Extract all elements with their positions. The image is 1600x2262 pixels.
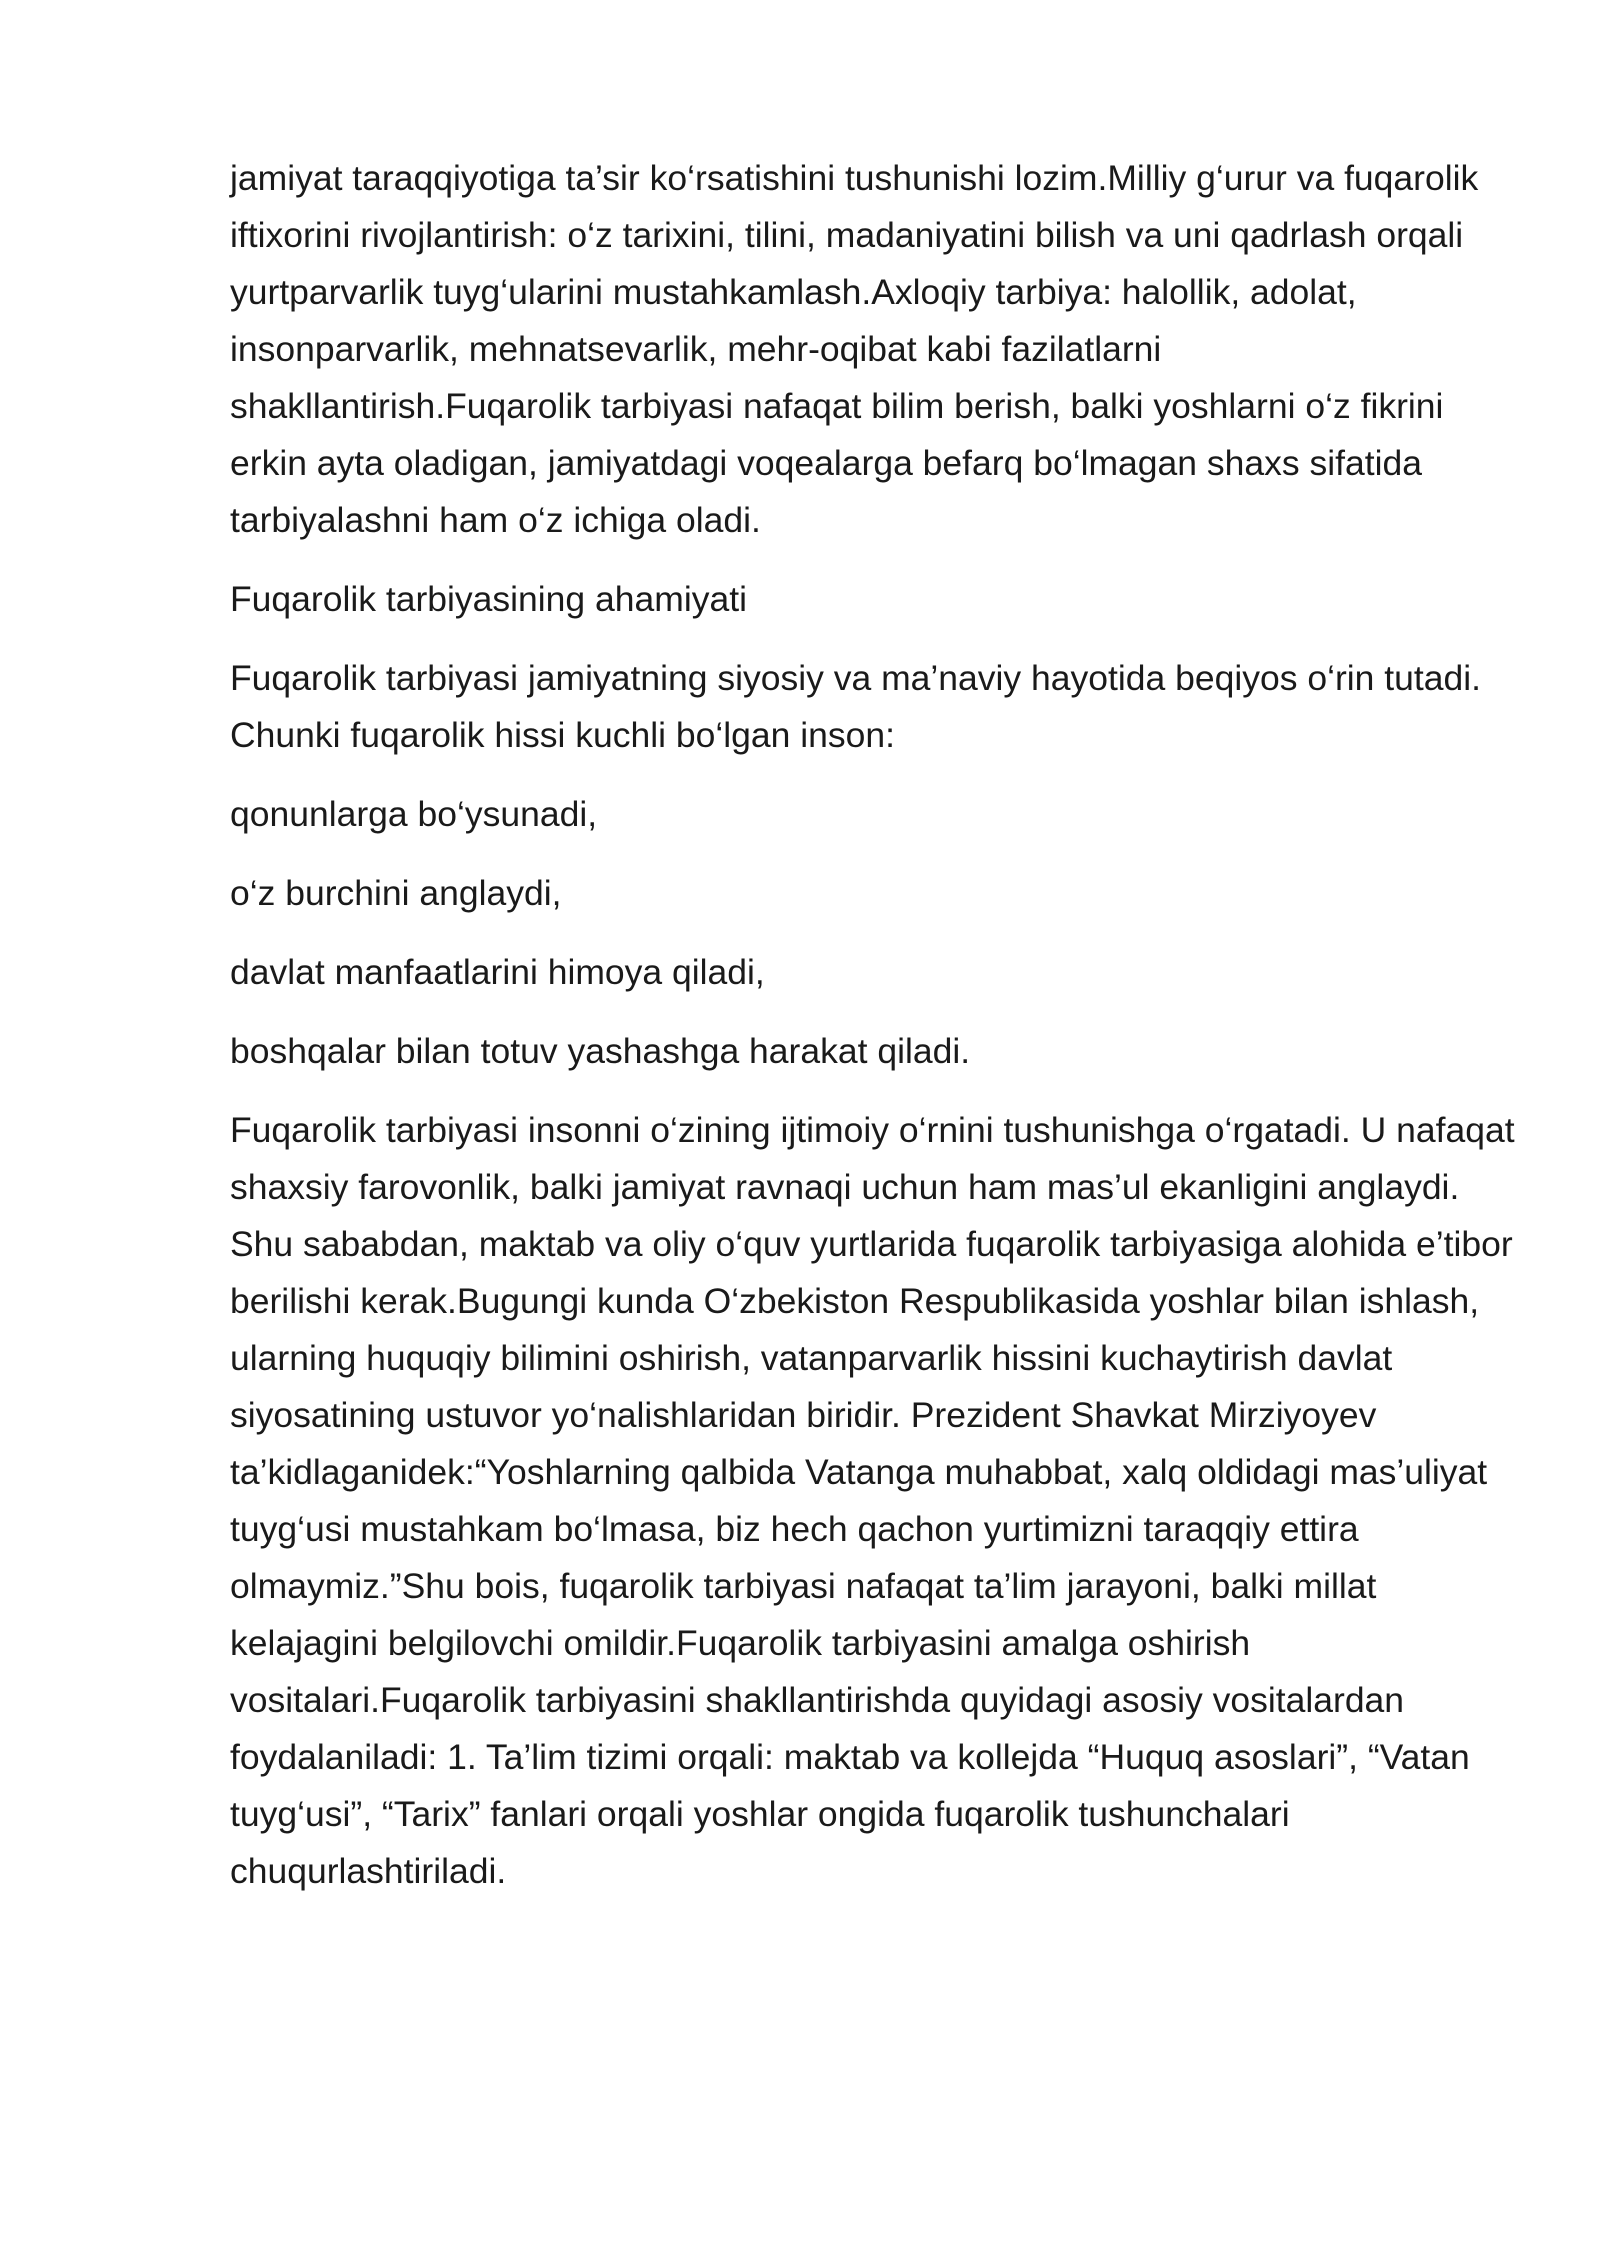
paragraph-importance: Fuqarolik tarbiyasi jamiyatning siyosiy va ma’naviy hayotida beqiyos o‘rin tutadi. Chunki fuqarolik hissi kuchli bo‘lgan inson: xyxy=(230,658,1481,755)
paragraph-intro-continuation: jamiyat taraqqiyotiga ta’sir ko‘rsatishini tushunishi lozim.Milliy g‘urur va fuqarolik iftixorini rivojlantirish: o‘z tarixini, tilini, madaniyatini bilish va uni qadrlash orqali yurtparvarlik tuyg‘ularini mustahkamlash.Axloqiy tarbiya: halollik, adolat, insonparvarlik, mehnatsevarlik, mehr-oqibat kabi fazilatlarni shakllantirish.Fuqarolik tarbiyasi nafaqat bilim berish, balki yoshlarni o‘z fikrini erkin ayta oladigan, jamiyatdagi voqealarga befarq bo‘lmagan shaxs sifatida tarbiyalashni ham o‘z ichiga oladi. xyxy=(230,158,1479,540)
paragraph-main: Fuqarolik tarbiyasi insonni o‘zining ijtimoiy o‘rnini tushunishga o‘rgatadi. U nafaqat shaxsiy farovonlik, balki jamiyat ravnaqi uchun ham mas’ul ekanligini anglaydi. Shu sababdan, maktab va oliy o‘quv yurtlarida fuqarolik tarbiyasiga alohida e’tibor berilishi kerak.Bugungi kunda O‘zbekiston Respublikasida yoshlar bilan ishlash, ularning huquqiy bilimini oshirish, vatanparvarlik hissini kuchaytirish davlat siyosatining ustuvor yo‘nalishlaridan biridir. Prezident Shavkat Mirziyoyev ta’kidlaganidek:“Yoshlarning qalbida Vatanga muhabbat, xalq oldidagi mas’uliyat tuyg‘usi mustahkam bo‘lmasa, biz hech qachon yurtimizni taraqqiy ettira olmaymiz.”Shu bois, fuqarolik tarbiyasi nafaqat ta’lim jarayoni, balki millat kelajagini belgilovchi omildir.Fuqarolik tarbiyasini amalga oshirish vositalari.Fuqarolik tarbiyasini shakllantirishda quyidagi asosiy vositalardan foydalaniladi: 1. Ta’lim tizimi orqali: maktab va kollejda “Huquq asoslari”, “Vatan tuyg‘usi”, “Tarix” fanlari orqali yoshlar ongida fuqarolik tushunchalari chuqurlashtiriladi. xyxy=(230,1110,1515,1891)
list-item: qonunlarga bo‘ysunadi, xyxy=(230,794,598,834)
section-heading-ahamiyati: Fuqarolik tarbiyasining ahamiyati xyxy=(230,579,747,619)
list-item: o‘z burchini anglaydi, xyxy=(230,873,562,913)
list-item: davlat manfaatlarini himoya qiladi, xyxy=(230,952,765,992)
list-item: boshqalar bilan totuv yashashga harakat qiladi. xyxy=(230,1031,971,1071)
document-page xyxy=(230,150,1530,1922)
